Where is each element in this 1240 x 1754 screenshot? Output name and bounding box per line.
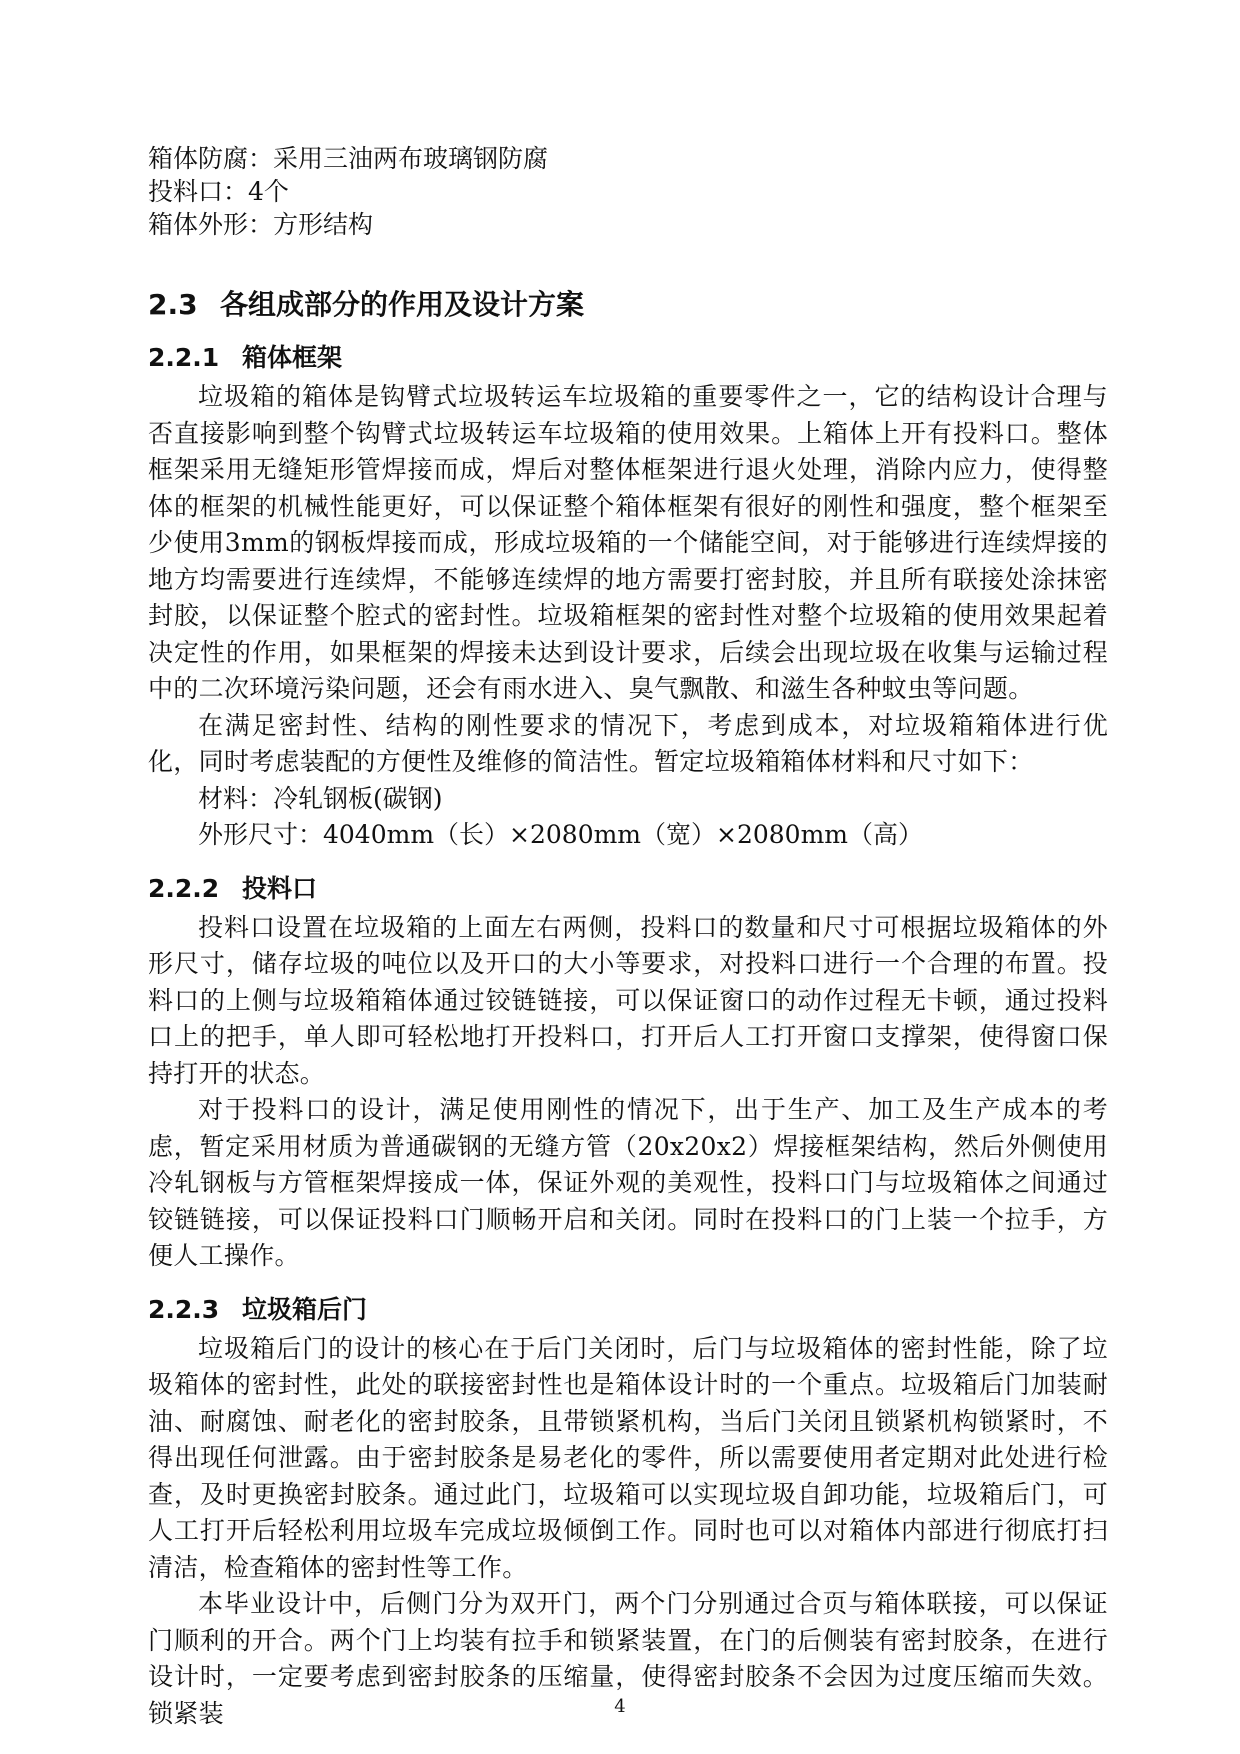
subsection-title: 箱体框架 — [242, 343, 343, 372]
paragraph: 在满足密封性、结构的刚性要求的情况下，考虑到成本，对垃圾箱箱体进行优化，同时考虑装配的方便性及维修的简洁性。暂定垃圾箱箱体材料和尺寸如下： — [148, 710, 1108, 776]
subsection-title: 投料口 — [242, 873, 318, 903]
section-title: 各组成部分的作用及设计方案 — [220, 288, 585, 321]
subsection-heading — [148, 872, 1108, 906]
section-number: 2.3 — [148, 288, 198, 321]
spec-line: 外形尺寸：4040mm（长）×2080mm（宽）×2080mm（高） — [198, 820, 924, 849]
paragraph: 对于投料口的设计，满足使用刚性的情况下，出于生产、加工及生产成本的考虑，暂定采用材质为普通碳钢的无缝方管（20x20x2）焊接框架结构，然后外侧使用冷轧钢板与方管框架焊接成一体，保证外观的美观性，投料口门与垃圾箱体之间通过铰链链接，可以保证投料口门顺畅开启和关闭。同时在投料口的门上装一个拉手，方便人工操作。 — [148, 1095, 1108, 1270]
subsection-heading — [148, 1293, 1108, 1327]
intro-line: 投料口：4个 — [148, 177, 289, 206]
paragraph: 垃圾箱的箱体是钩臂式垃圾转运车垃圾箱的重要零件之一，它的结构设计合理与否直接影响到整个钩臂式垃圾转运车垃圾箱的使用效果。上箱体上开有投料口。整体框架采用无缝矩形管焊接而成，焊后对整体框架进行退火处理，消除内应力，使得整体的框架的机械性能更好，可以保证整个箱体框架有很好的刚性和强度，整个框架至少使用3mm的钢板焊接而成，形成垃圾箱的一个储能空间，对于能够进行连续焊接的地方均需要进行连续焊，不能够连续焊的地方需要打密封胶，并且所有联接处涂抹密封胶，以保证整个腔式的密封性。垃圾箱框架的密封性对整个垃圾箱的使用效果起着决定性的作用，如果框架的焊接未达到设计要求，后续会出现垃圾在收集与运输过程中的二次环境污染问题，还会有雨水进入、臭气飘散、和滋生各种蚊虫等问题。 — [148, 382, 1108, 703]
paragraph: 垃圾箱后门的设计的核心在于后门关闭时，后门与垃圾箱体的密封性能，除了垃圾箱体的密封性，此处的联接密封性也是箱体设计时的一个重点。垃圾箱后门加装耐油、耐腐蚀、耐老化的密封胶条，且带锁紧机构，当后门关闭且锁紧机构锁紧时，不得出现任何泄露。由于密封胶条是易老化的零件，所以需要使用者定期对此处进行检查，及时更换密封胶条。通过此门，垃圾箱可以实现垃圾自卸功能，垃圾箱后门，可人工打开后轻松利用垃圾车完成垃圾倾倒工作。同时也可以对箱体内部进行彻底打扫清洁，检查箱体的密封性等工作。 — [148, 1333, 1108, 1582]
subsection-heading — [148, 341, 1108, 375]
paragraph: 投料口设置在垃圾箱的上面左右两侧，投料口的数量和尺寸可根据垃圾箱体的外形尺寸，储存垃圾的吨位以及开口的大小等要求，对投料口进行一个合理的布置。投料口的上侧与垃圾箱箱体通过铰链链接，可以保证窗口的动作过程无卡顿，通过投料口上的把手，单人即可轻松地打开投料口，打开后人工打开窗口支撑架，使得窗口保持打开的状态。 — [148, 912, 1108, 1088]
subsection-number: 2.2.1 — [148, 343, 220, 372]
subsection-title: 垃圾箱后门 — [242, 1294, 368, 1324]
paragraph: 本毕业设计中，后侧门分为双开门，两个门分别通过合页与箱体联接，可以保证门顺利的开合。两个门上均装有拉手和锁紧装置，在门的后侧装有密封胶条，在进行设计时，一定要考虑到密封胶条的压缩量，使得密封胶条不会因为过度压缩而失效。锁紧装 — [148, 1589, 1108, 1728]
subsection-number: 2.2.2 — [148, 873, 220, 903]
page-content — [148, 142, 1108, 1732]
page-number: 4 — [614, 1696, 626, 1717]
subsection-number: 2.2.3 — [148, 1294, 220, 1324]
intro-line: 箱体防腐：采用三油两布玻璃钢防腐 — [148, 144, 549, 173]
section-heading — [148, 287, 1108, 323]
intro-line: 箱体外形：方形结构 — [148, 210, 374, 239]
spec-line: 材料：冷轧钢板(碳钢) — [198, 783, 443, 813]
